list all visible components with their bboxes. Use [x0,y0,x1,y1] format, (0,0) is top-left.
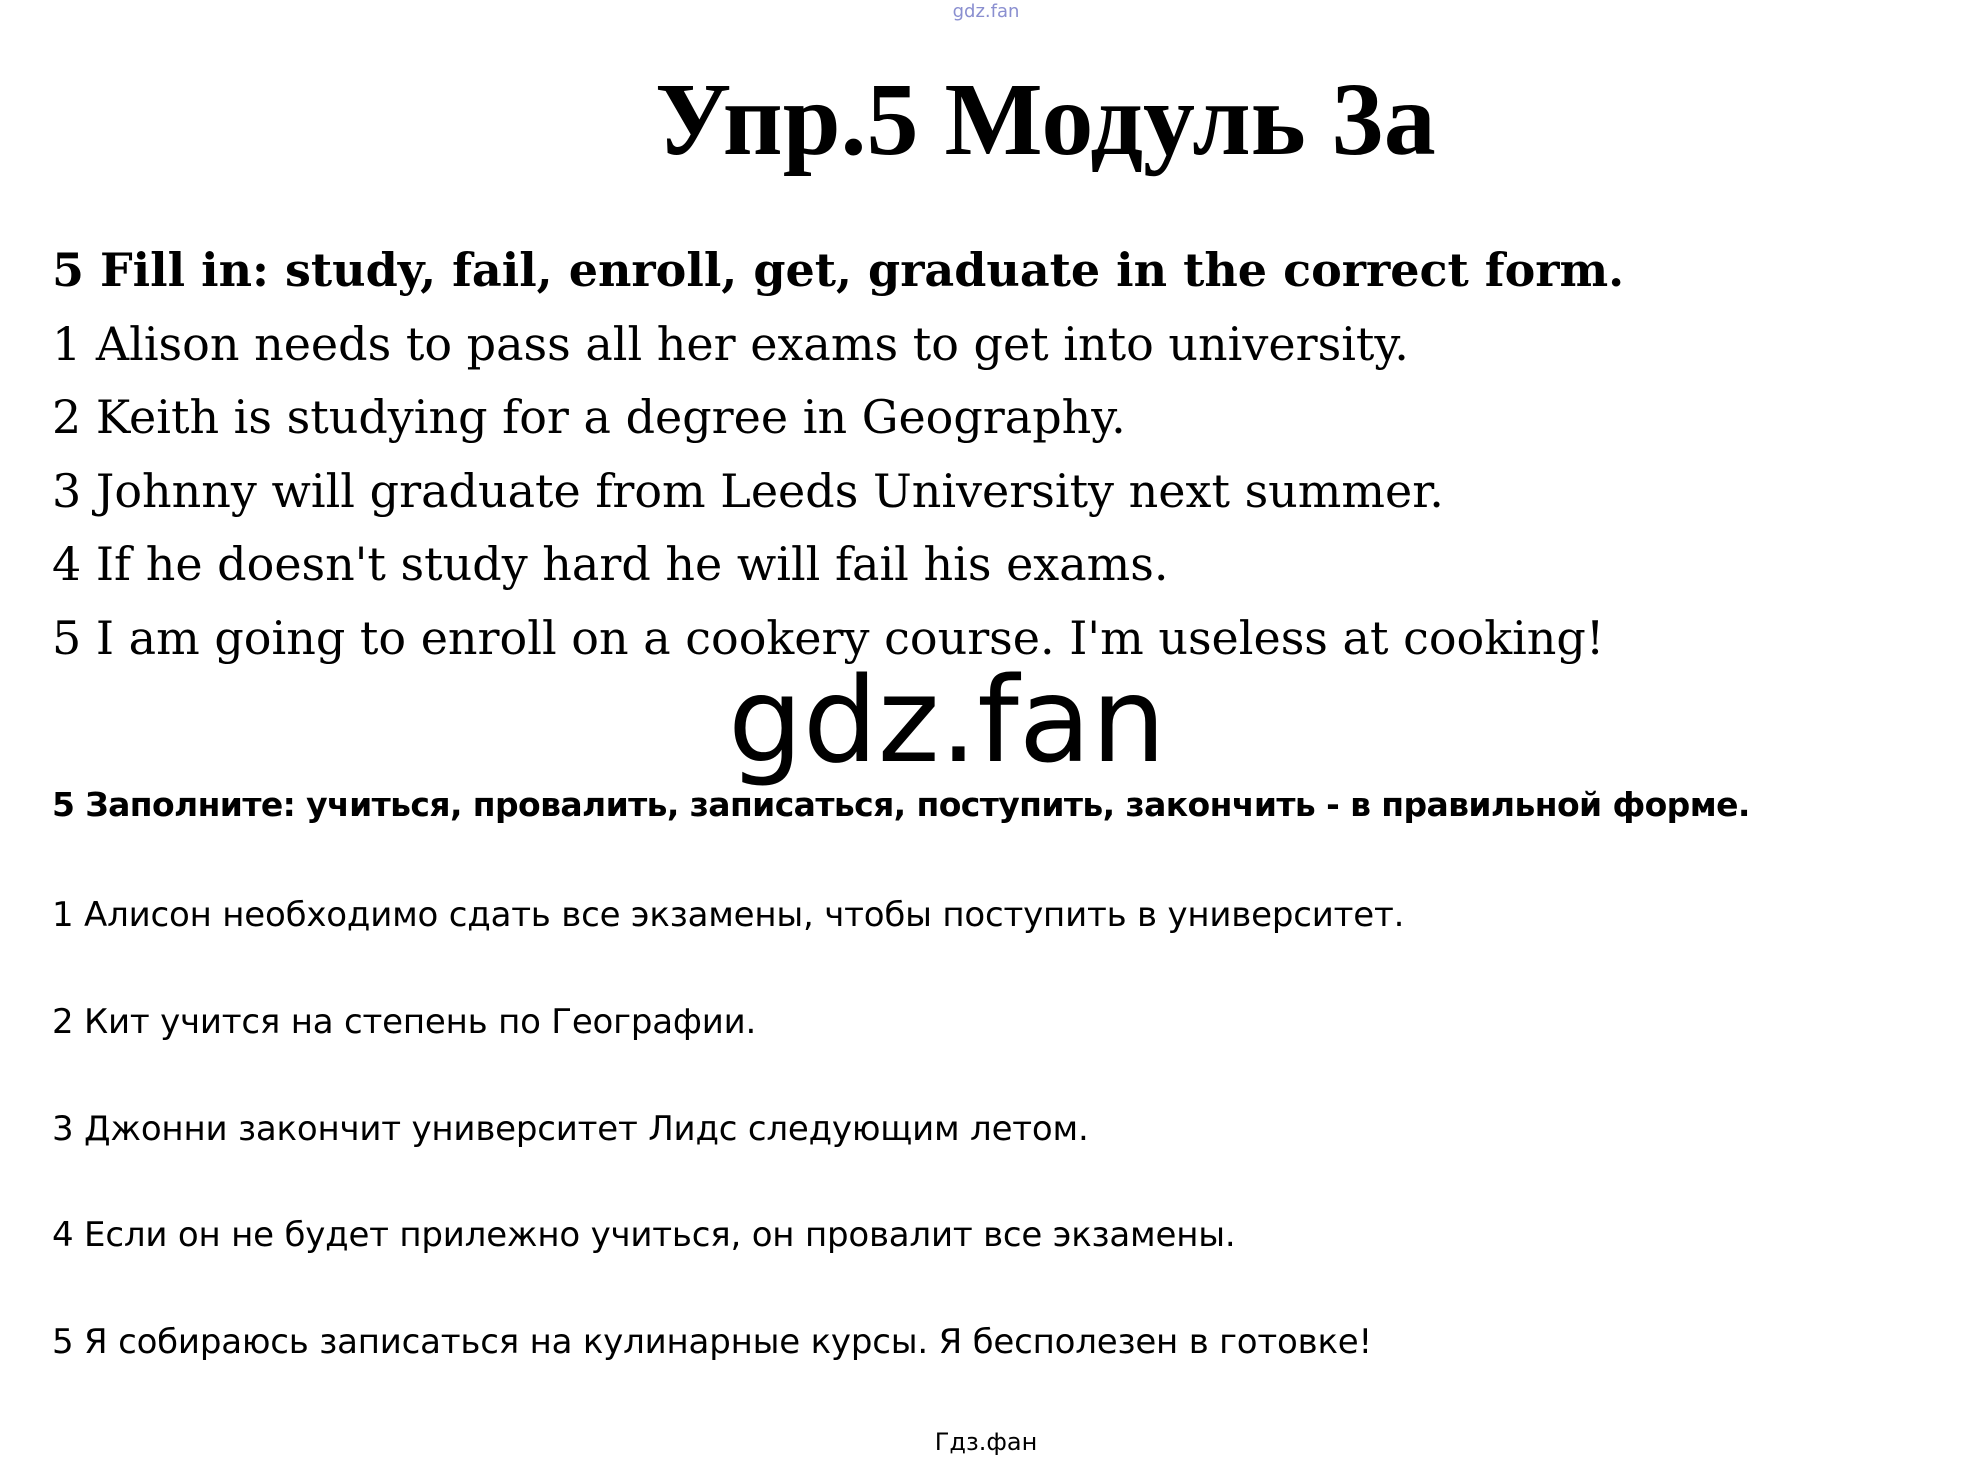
english-item-1: 1 Alison needs to pass all her exams to get into university. [52,316,1409,371]
page-title: Упр.5 Модуль 3а [655,62,1436,177]
english-item-3: 3 Johnny will graduate from Leeds University next summer. [52,463,1444,518]
russian-item-2: 2 Кит учится на степень по Географии. [52,1002,757,1042]
english-exercise [52,234,1624,675]
footer-watermark: Гдз.фан [934,1428,1038,1456]
russian-heading: 5 Заполните: учиться, провалить, записаться, поступить, закончить - в правильной форме. [52,785,1750,824]
english-item-2: 2 Keith is studying for a degree in Geography. [52,390,1126,444]
top-watermark: gdz.fan [952,1,1020,22]
russian-item-5: 5 Я собираюсь записаться на кулинарные курсы. Я бесполезен в готовке! [52,1322,1372,1362]
russian-item-1: 1 Алисон необходимо сдать все экзамены, чтобы поступить в университет. [52,895,1405,935]
center-watermark: gdz.fan [728,651,1166,789]
russian-item-4: 4 Если он не будет прилежно учиться, он провалит все экзамены. [52,1215,1236,1255]
english-item-5: 5 I am going to enroll on a cookery course. I'm useless at cooking! [52,610,1605,665]
english-item-4: 4 If he doesn't study hard he will fail his exams. [52,537,1169,591]
russian-item-3: 3 Джонни закончит университет Лидс следующим летом. [52,1109,1089,1149]
english-heading: 5 Fill in: study, fail, enroll, get, graduate in the correct form. [52,243,1625,297]
